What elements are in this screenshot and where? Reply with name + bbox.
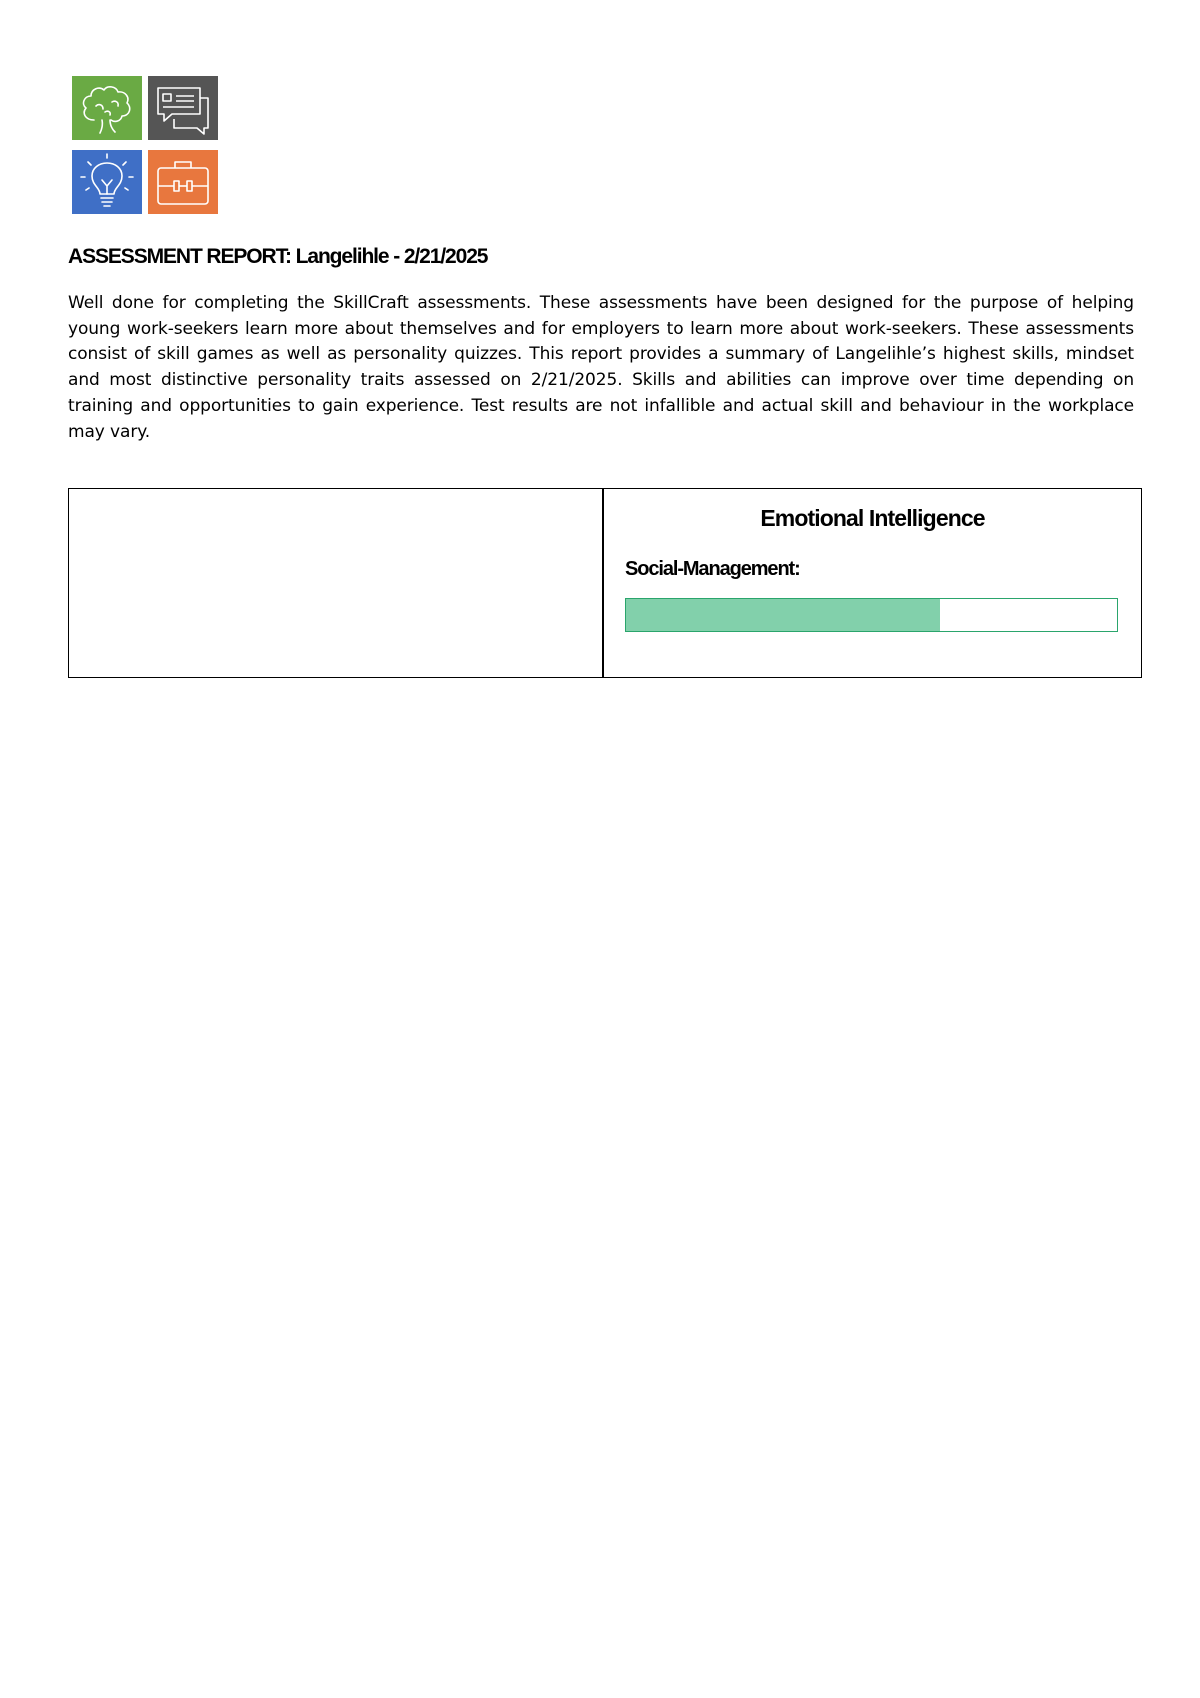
brain-icon (72, 76, 142, 140)
skill-label: Social-Management: (625, 558, 800, 580)
progress-fill (626, 599, 940, 631)
briefcase-icon (148, 150, 218, 214)
skills-table (68, 488, 1142, 678)
empty-cell (69, 489, 604, 677)
emotional-intelligence-cell (604, 489, 1141, 677)
chat-icon (148, 76, 218, 140)
section-heading: Emotional Intelligence (760, 505, 985, 531)
report-title: ASSESSMENT REPORT: Langelihle - 2/21/2025 (68, 245, 488, 268)
skillcraft-logo (72, 76, 218, 214)
lightbulb-icon (72, 150, 142, 214)
intro-paragraph: Well done for completing the SkillCraft assessments. These assessments have been designed for the purpose of helping young work-seekers learn more about themselves and for employers to learn more about work-seekers. These assessments consist of skill games as well as personality quizzes. This report provides a summary of Langelihle’s highest skills, mindset and most distinctive personality traits assessed on 2/21/2025. Skills and abilities can improve over time depending on training and opportunities to gain experience. Test results are not infallible and actual skill and behaviour in the workplace may vary. (68, 293, 1134, 442)
progress-bar (625, 598, 1118, 632)
